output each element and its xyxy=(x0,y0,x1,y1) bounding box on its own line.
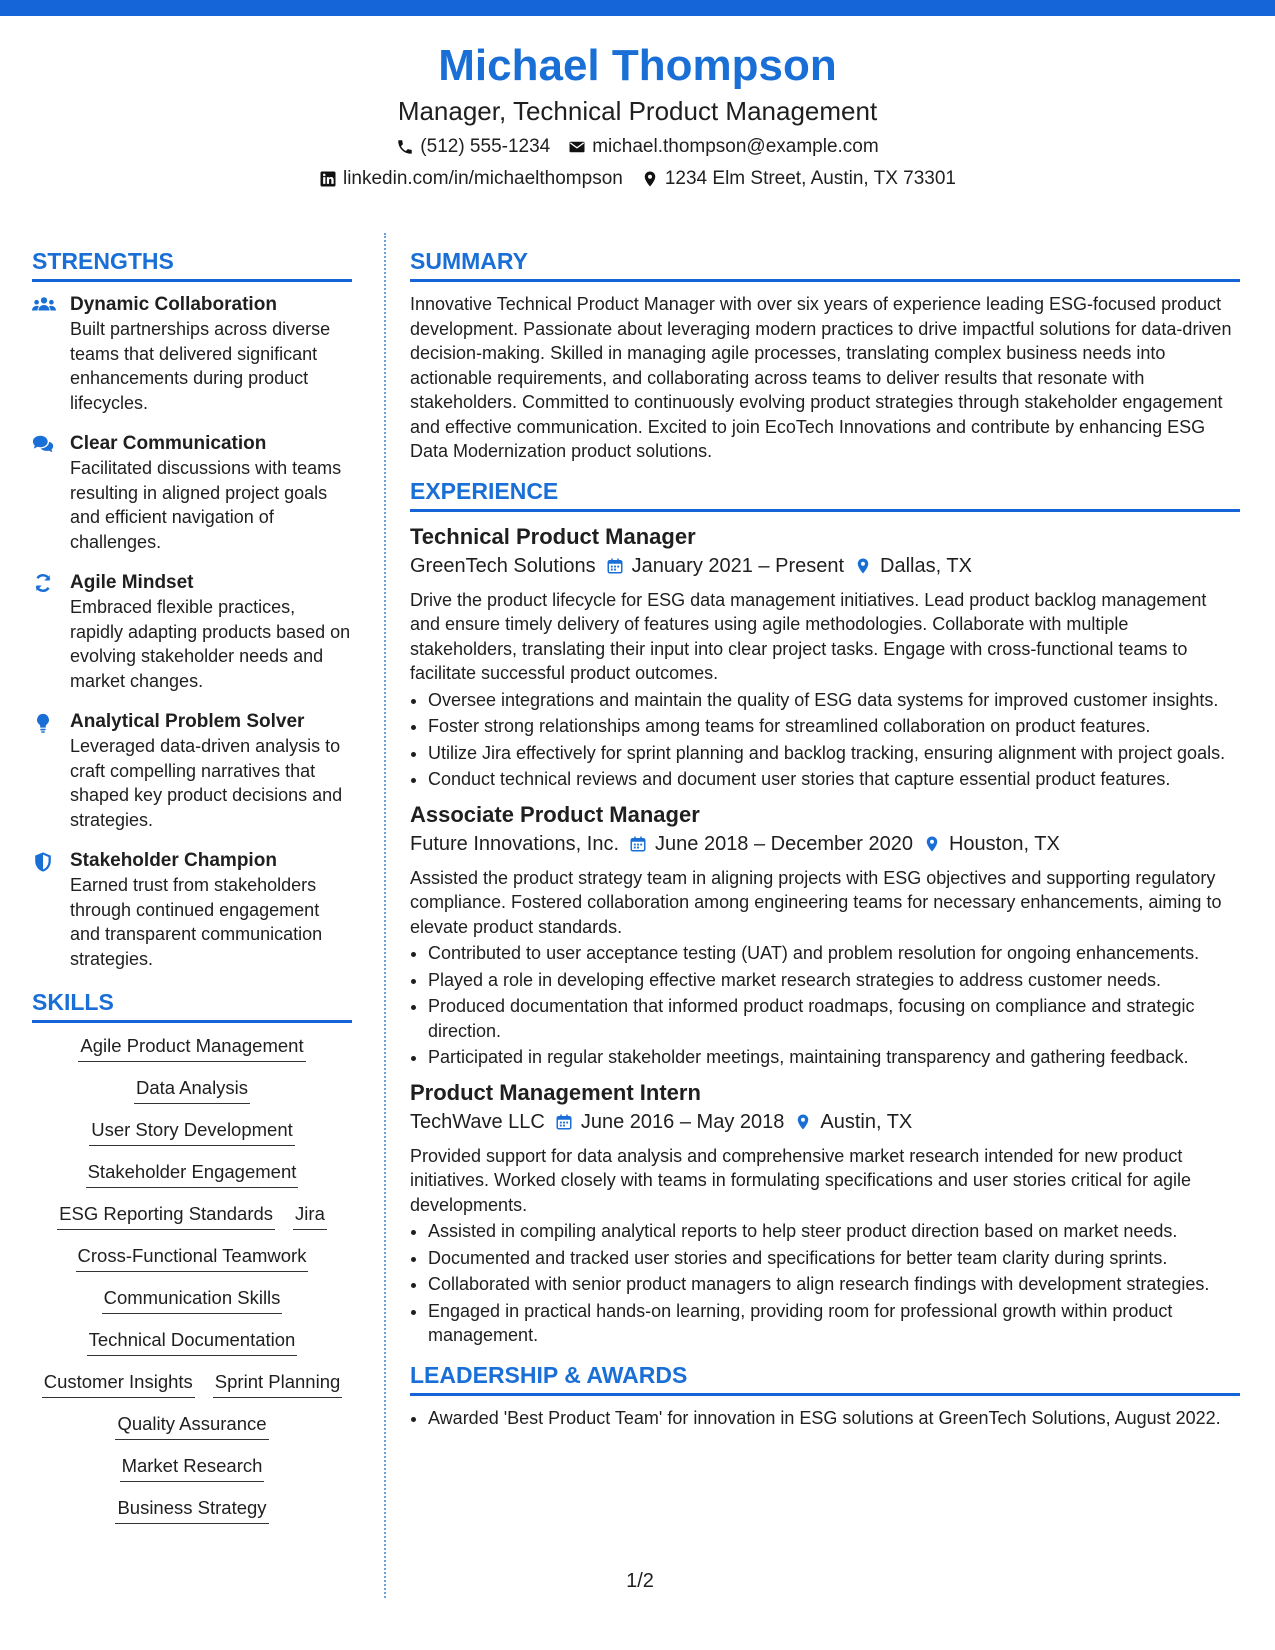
job-description: Assisted the product strategy team in aligning projects with ESG objectives and supporting regulatory compliance. Fostered collaboration among engineering teams for necessary enhancements, aiming to elevate product standards. xyxy=(410,867,1222,937)
column-divider xyxy=(384,233,386,1598)
job-description: Drive the product lifecycle for ESG data management initiatives. Lead product backlog management and ensure timely delivery of features using agile methodologies. Collaborate with multiple stakeholders, translating their input into clear project tasks. Engage with cross-functional teams to facilitate successful product outcomes. xyxy=(410,589,1207,683)
skill-tag: Agile Product Management xyxy=(78,1033,305,1062)
strength-title: Dynamic Collaboration xyxy=(70,294,277,315)
strength-item xyxy=(32,709,352,832)
job-title: Product Management Intern xyxy=(410,1079,701,1105)
skill-row xyxy=(32,1285,352,1314)
skill-row xyxy=(32,1243,352,1272)
skill-row xyxy=(32,1159,352,1188)
skill-tag: Customer Insights xyxy=(42,1369,195,1398)
skill-row xyxy=(32,1075,352,1104)
bullet-item: • Played a role in developing effective market research strategies to address customer needs. xyxy=(428,968,1240,993)
skill-tag: Cross-Functional Teamwork xyxy=(76,1243,309,1272)
candidate-role: Manager, Technical Product Management xyxy=(397,96,878,126)
job-dates: June 2016 – May 2018 xyxy=(580,1110,785,1133)
job-company: GreenTech Solutions xyxy=(410,554,596,577)
bullet-item: • Assisted in compiling analytical reports to help steer product direction based on market needs. xyxy=(428,1219,1240,1244)
job-location: Houston, TX xyxy=(948,832,1060,855)
job-entry xyxy=(410,800,1240,1070)
strength-title: Clear Communication xyxy=(70,433,267,454)
phone-icon xyxy=(396,138,414,156)
skill-tag: Jira xyxy=(293,1201,327,1230)
job-dates: June 2018 – December 2020 xyxy=(655,832,913,855)
map-marker-icon xyxy=(923,835,941,853)
strength-title: Agile Mindset xyxy=(70,572,194,593)
candidate-name: Michael Thompson xyxy=(438,41,837,90)
address-text: 1234 Elm Street, Austin, TX 73301 xyxy=(664,168,957,189)
summary-heading: SUMMARY xyxy=(410,246,1240,282)
experience-heading: EXPERIENCE xyxy=(410,476,1240,512)
bullet-item: • Collaborated with senior product managers to align research findings with development strategies. xyxy=(428,1272,1240,1297)
shield-icon xyxy=(32,851,54,873)
skill-row xyxy=(32,1201,352,1230)
skill-tag: Technical Documentation xyxy=(87,1327,298,1356)
strength-title: Stakeholder Champion xyxy=(70,850,277,871)
bullet-item: • Produced documentation that informed product roadmaps, focusing on compliance and strategic direction. xyxy=(428,994,1240,1043)
skill-tag: ESG Reporting Standards xyxy=(57,1201,275,1230)
phone-text: (512) 555-1234 xyxy=(420,136,551,157)
leadership-bullets xyxy=(410,1406,1240,1431)
bullet-item: • Oversee integrations and maintain the quality of ESG data systems for improved customer insights. xyxy=(428,688,1240,713)
job-entry xyxy=(410,522,1240,792)
left-column xyxy=(32,246,352,1537)
skill-tag: Market Research xyxy=(120,1453,265,1482)
lightbulb-icon xyxy=(32,712,54,734)
job-bullets xyxy=(410,941,1240,1070)
strength-desc: Facilitated discussions with teams resulting in aligned project goals and efficient navigation of challenges. xyxy=(70,458,342,552)
strength-item xyxy=(32,848,352,971)
bullet-item: • Engaged in practical hands-on learning, providing room for professional growth within product management. xyxy=(428,1299,1240,1348)
skills-heading: SKILLS xyxy=(32,987,352,1023)
contact-row-1 xyxy=(0,134,1275,160)
phone-contact xyxy=(396,134,550,160)
sync-icon xyxy=(32,573,54,593)
job-title: Technical Product Manager xyxy=(410,523,696,549)
strength-desc: Earned trust from stakeholders through continued engagement and transparent communication strategies. xyxy=(70,875,323,969)
skill-tag: Quality Assurance xyxy=(115,1411,268,1440)
skill-tag: Stakeholder Engagement xyxy=(86,1159,299,1188)
bullet-item: • Utilize Jira effectively for sprint planning and backlog tracking, ensuring alignment with project goals. xyxy=(428,741,1240,766)
job-entry xyxy=(410,1078,1240,1348)
calendar-icon xyxy=(606,557,624,575)
map-marker-icon xyxy=(641,170,659,188)
users-icon xyxy=(32,295,56,315)
strengths-heading: STRENGTHS xyxy=(32,246,352,282)
bullet-item: • Documented and tracked user stories and specifications for better team clarity during sprints. xyxy=(428,1246,1240,1271)
right-column xyxy=(410,246,1240,1432)
skill-row xyxy=(32,1495,352,1524)
page-number: 1/2 xyxy=(626,1570,654,1592)
skill-tag: User Story Development xyxy=(89,1117,295,1146)
leadership-heading: LEADERSHIP & AWARDS xyxy=(410,1360,1240,1396)
contact-row-2 xyxy=(0,166,1275,192)
strength-item xyxy=(32,431,352,554)
job-meta xyxy=(410,552,1240,580)
job-location: Dallas, TX xyxy=(880,554,972,577)
bullet-item: • Foster strong relationships among teams for streamlined collaboration on product features. xyxy=(428,714,1240,739)
strengths-list xyxy=(32,292,352,971)
job-company: TechWave LLC xyxy=(410,1110,545,1133)
calendar-icon xyxy=(555,1113,573,1131)
linkedin-icon xyxy=(319,170,337,188)
skill-tag: Business Strategy xyxy=(115,1495,268,1524)
resume-header xyxy=(0,40,1275,192)
email-text[interactable]: michael.thompson@example.com xyxy=(592,136,879,157)
skill-row xyxy=(32,1453,352,1482)
bullet-item: • Conduct technical reviews and document user stories that capture essential product features. xyxy=(428,767,1240,792)
strength-desc: Embraced flexible practices, rapidly adapting products based on evolving stakeholder needs and market changes. xyxy=(70,597,351,691)
skill-row xyxy=(32,1117,352,1146)
job-description: Provided support for data analysis and comprehensive market research intended for new product initiatives. Worked closely with teams in formulating specifications and user stories critical for agile developments. xyxy=(410,1145,1191,1215)
job-dates: January 2021 – Present xyxy=(631,554,845,577)
strength-item xyxy=(32,570,352,693)
skill-tag: Data Analysis xyxy=(134,1075,250,1104)
top-accent-bar xyxy=(0,0,1275,16)
job-meta xyxy=(410,830,1240,858)
address-contact xyxy=(641,166,956,192)
map-marker-icon xyxy=(794,1113,812,1131)
map-marker-icon xyxy=(854,557,872,575)
strength-desc: Leveraged data-driven analysis to craft compelling narratives that shaped key product decisions and strategies. xyxy=(70,736,343,830)
strength-title: Analytical Problem Solver xyxy=(70,711,305,732)
skill-row xyxy=(32,1327,352,1356)
email-contact[interactable] xyxy=(568,134,878,160)
job-bullets xyxy=(410,1219,1240,1348)
bullet-item: • Awarded 'Best Product Team' for innovation in ESG solutions at GreenTech Solutions, August 2022. xyxy=(428,1406,1240,1431)
job-title: Associate Product Manager xyxy=(410,801,700,827)
summary-text: Innovative Technical Product Manager with over six years of experience leading ESG-focused product development. Passionate about leveraging modern practices to drive impactful solutions for data-driven decision-making. Skilled in managing agile processes, translating complex business needs into actionable requirements, and collaborating across teams to deliver results that resonate with stakeholders. Committed to continuously evolving product strategies through stakeholder engagement and effective communication. Excited to join EcoTech Innovations and contribute by enhancing ESG Data Modernization product solutions. xyxy=(410,294,1232,461)
envelope-icon xyxy=(568,138,586,156)
linkedin-contact[interactable] xyxy=(319,166,623,192)
job-bullets xyxy=(410,688,1240,792)
linkedin-text[interactable]: linkedin.com/in/michaelthompson xyxy=(342,168,623,189)
job-meta xyxy=(410,1108,1240,1136)
comments-icon xyxy=(32,434,56,454)
skills-list xyxy=(32,1033,352,1524)
job-company: Future Innovations, Inc. xyxy=(410,832,620,855)
skill-tag: Communication Skills xyxy=(102,1285,283,1314)
strength-desc: Built partnerships across diverse teams that delivered significant enhancements during product lifecycles. xyxy=(70,319,331,413)
strength-item xyxy=(32,292,352,415)
bullet-item: • Participated in regular stakeholder meetings, maintaining transparency and gathering feedback. xyxy=(428,1045,1240,1070)
skill-tag: Sprint Planning xyxy=(213,1369,342,1398)
skill-row xyxy=(32,1411,352,1440)
bullet-item: • Contributed to user acceptance testing (UAT) and problem resolution for ongoing enhancements. xyxy=(428,941,1240,966)
skill-row xyxy=(32,1033,352,1062)
calendar-icon xyxy=(629,835,647,853)
job-location: Austin, TX xyxy=(820,1110,913,1133)
skill-row xyxy=(32,1369,352,1398)
